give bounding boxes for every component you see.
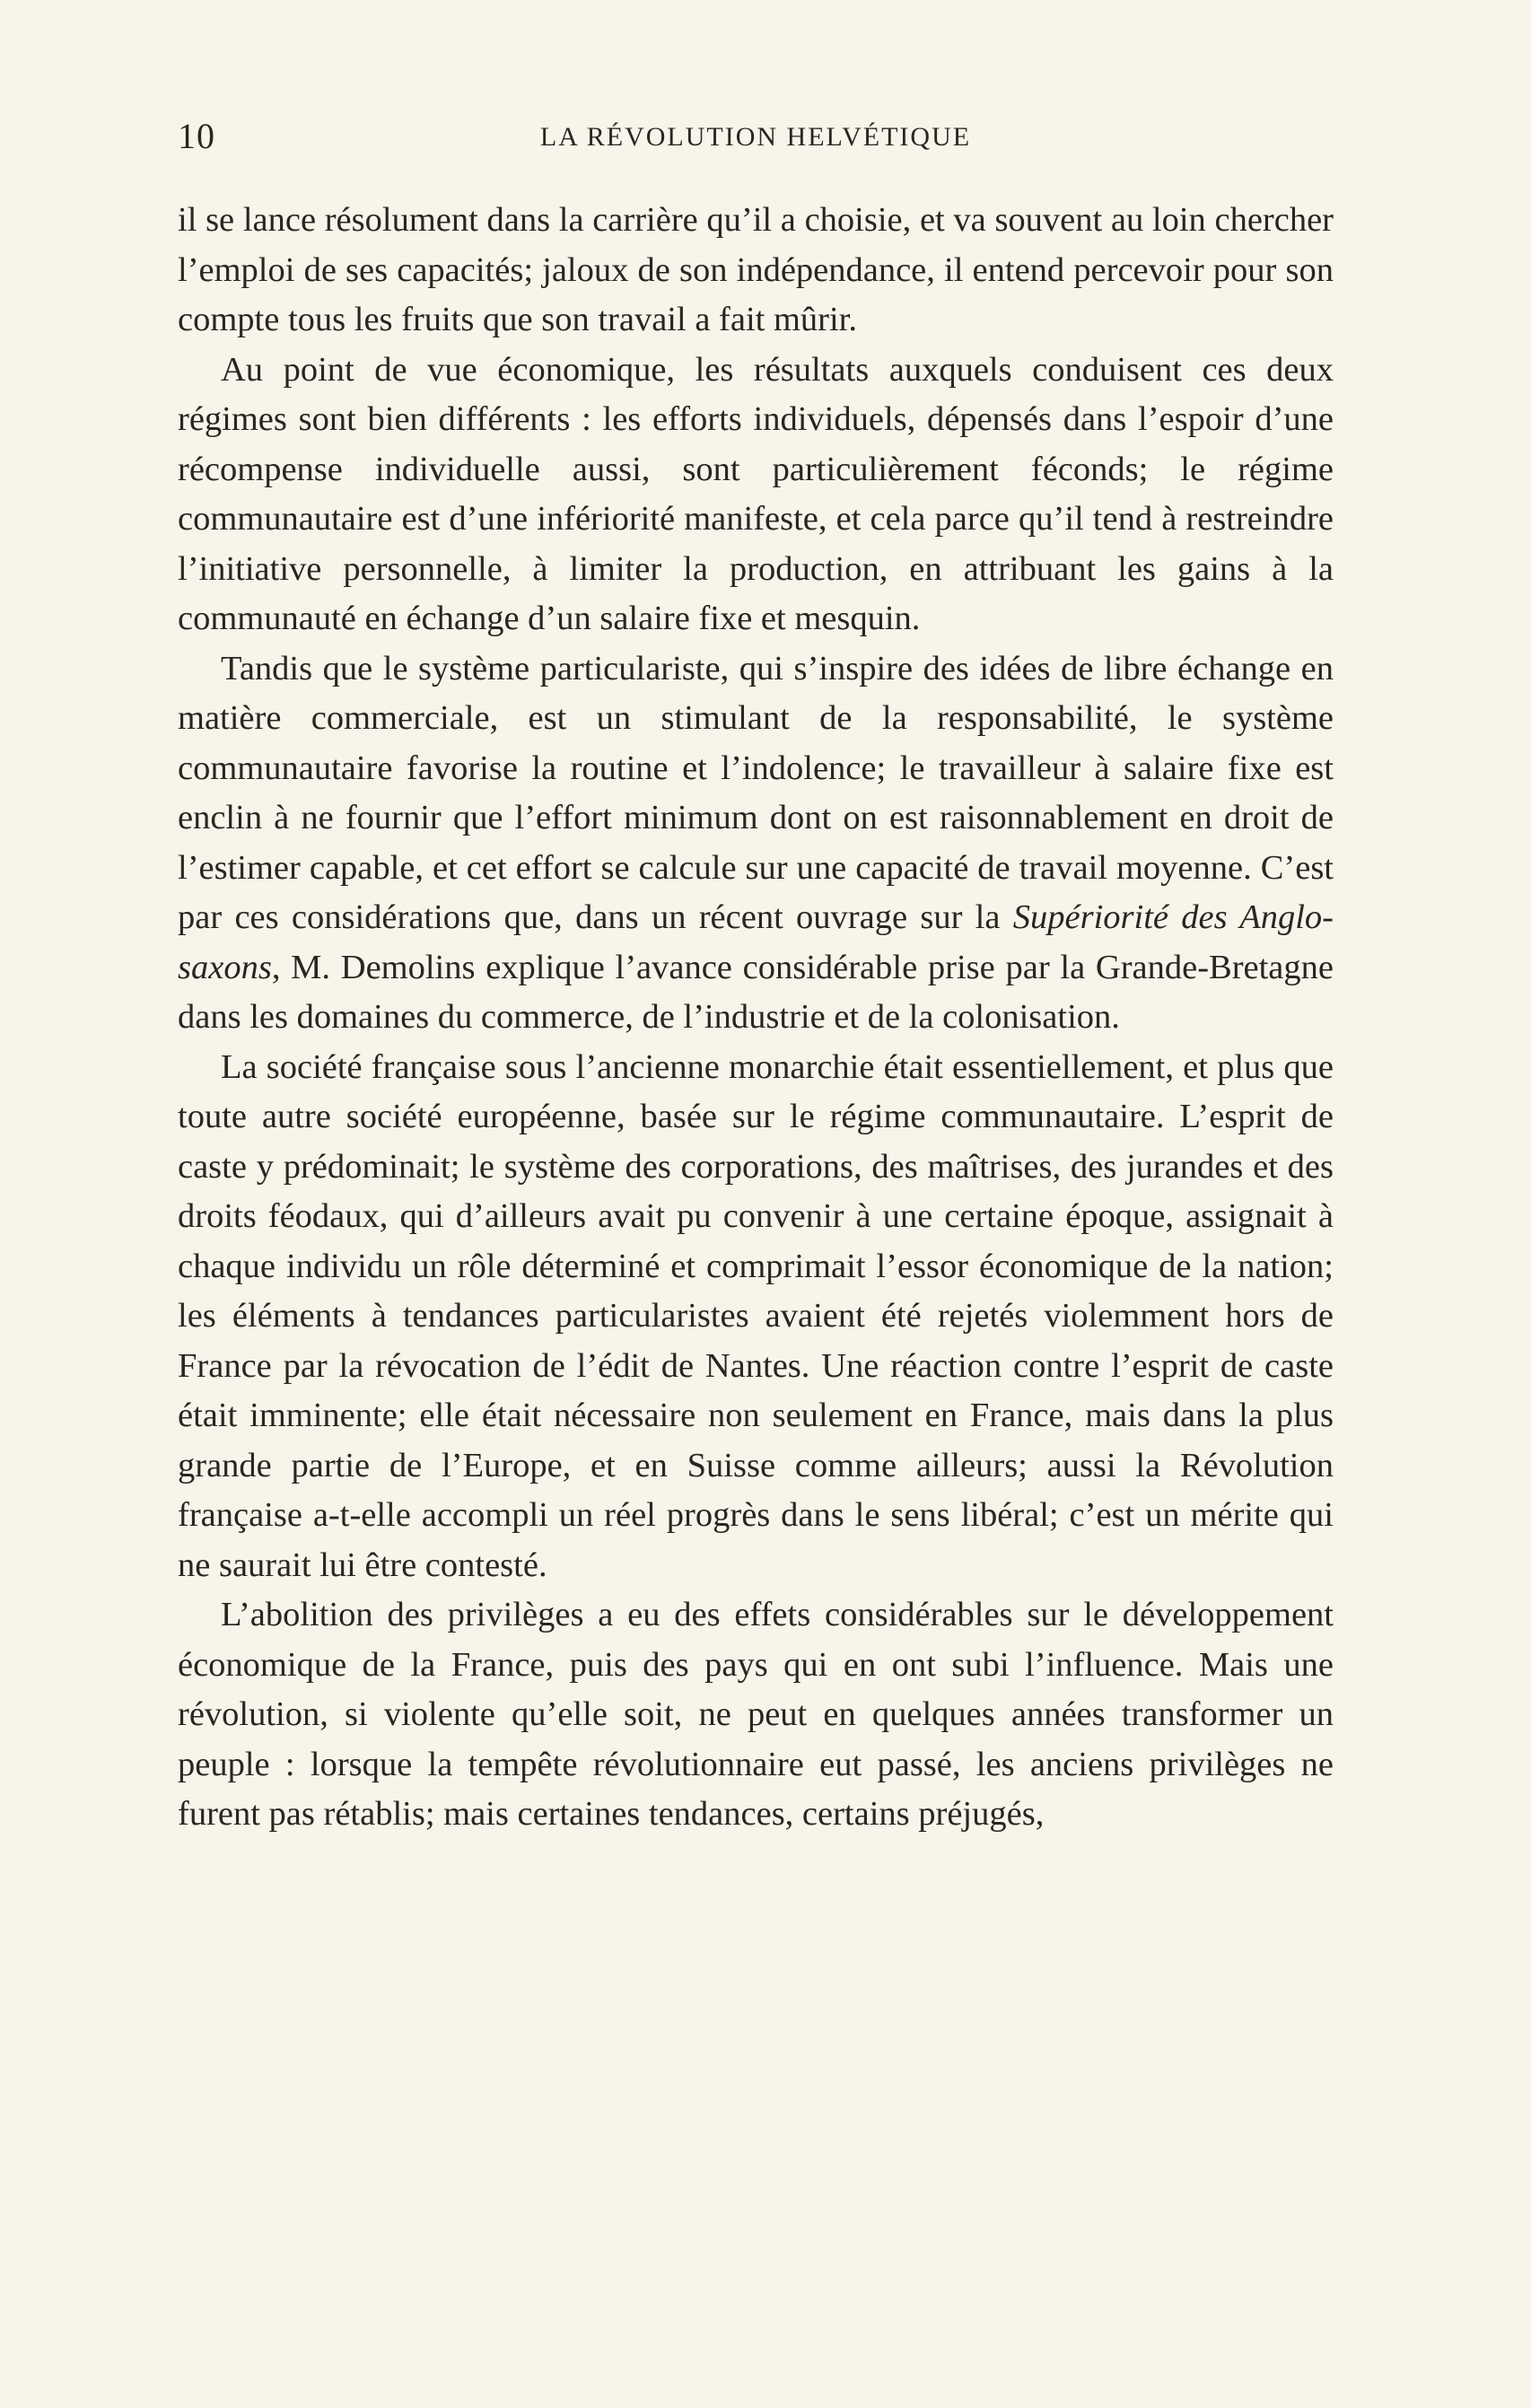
- paragraph-2: Au point de vue économique, les résultats auxquels conduisent ces deux régimes sont bien différents : les efforts individuels, dépensés dans l’espoir d’une récompense individuelle aussi, sont particulièrement féconds; le régime communautaire est d’une infériorité manifeste, et cela parce qu’il tend à restreindre l’initiative personnelle, à limiter la production, en attribuant les gains à la communauté en échange d’un salaire fixe et mesquin.: [178, 350, 1334, 637]
- paragraph-3-text-after: , M. Demolins explique l’avance considérable prise par la Grande-Bretagne dans les domaines du commerce, de l’industrie et de la colonisation.: [178, 948, 1334, 1036]
- paragraph-5: L’abolition des privilèges a eu des effets considérables sur le développement économique de la France, puis des pays qui en ont subi l’influence. Mais une révolution, si violente qu’elle soit, ne peut en quelques années transformer un peuple : lorsque la tempête révolutionnaire eut passé, les anciens privilèges ne furent pas rétablis; mais certaines tendances, certains préjugés,: [178, 1596, 1334, 1833]
- paragraph-3: [178, 644, 1334, 1043]
- paragraph-3-text-before: Tandis que le système particulariste, qui s’inspire des idées de libre échange en matière commerciale, est un stimulant de la responsabilité, le système communautaire favorise la routine et l’indolence; le travailleur à salaire fixe est enclin à ne fournir que l’effort minimum dont on est raisonnablement en droit de l’estimer capable, et cet effort se calcule sur une capacité de travail moyenne. C’est par ces considérations que, dans un récent ouvrage sur la: [178, 649, 1334, 936]
- page-number: 10: [178, 116, 215, 156]
- body-text: [178, 196, 1334, 1840]
- page-header: [178, 115, 1334, 169]
- paragraph-1: il se lance résolument dans la carrière qu’il a choisie, et va souvent au loin chercher l’emploi de ses capacités; jaloux de son indépendance, il entend percevoir pour son compte tous les fruits que son travail a fait mûrir.: [178, 201, 1334, 338]
- book-title-italic: Supériorité des Anglo-saxons: [178, 898, 1334, 986]
- running-title: LA RÉVOLUTION HELVÉTIQUE: [539, 122, 972, 152]
- paragraph-4: La société française sous l’ancienne monarchie était essentiellement, et plus que toute autre société européenne, basée sur le régime communautaire. L’esprit de caste y prédominait; le système des corporations, des maîtrises, des jurandes et des droits féodaux, qui d’ailleurs avait pu convenir à une certaine époque, assignait à chaque individu un rôle déterminé et comprimait l’essor économique de la nation; les éléments à tendances particularistes avaient été rejetés violemment hors de France par la révocation de l’édit de Nantes. Une réaction contre l’esprit de caste était imminente; elle était nécessaire non seulement en France, mais dans la plus grande partie de l’Europe, et en Suisse comme ailleurs; aussi la Révolution française a-t-elle accompli un réel progrès dans le sens libéral; c’est un mérite qui ne saurait lui être contesté.: [178, 1047, 1334, 1584]
